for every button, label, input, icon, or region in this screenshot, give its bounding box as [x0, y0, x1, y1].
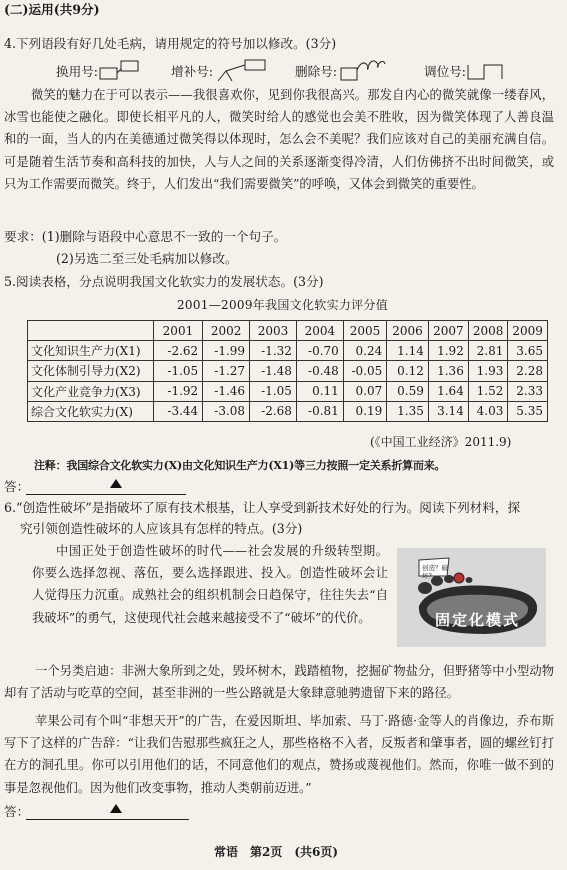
year-header: 2001	[153, 321, 202, 341]
table-cell: 0.07	[343, 381, 386, 401]
table-cell: 1.35	[387, 401, 429, 421]
q4-requirement-1: 要求：(1)删除与语段中心意思不一致的一个句子。	[4, 229, 287, 244]
table-cell: 4.03	[468, 401, 508, 421]
table-cell: 0.19	[343, 401, 386, 421]
table-cell: -2.68	[250, 401, 297, 421]
table-cell: 1.93	[468, 361, 508, 381]
year-header: 2004	[296, 321, 343, 341]
year-header: 2002	[203, 321, 250, 341]
cartoon-illustration	[397, 548, 546, 647]
table-cell: -0.05	[343, 361, 386, 381]
table-cell: -1.27	[203, 361, 250, 381]
replace-mark-icon	[99, 59, 143, 83]
q4-requirement-2: (2)另选二至三处毛病加以修改。	[56, 251, 238, 266]
table-source: (《中国工业经济》2011.9)	[370, 435, 512, 449]
table-cell: -1.92	[153, 381, 202, 401]
year-header: 2009	[508, 321, 548, 341]
table-corner-cell	[28, 321, 154, 341]
year-header: 2003	[250, 321, 297, 341]
delete-symbol-label: 删除号:	[295, 64, 338, 79]
table-cell: -1.32	[250, 341, 297, 361]
year-header: 2005	[343, 321, 386, 341]
q5-answer-line[interactable]	[26, 494, 186, 495]
table-cell: -3.08	[203, 401, 250, 421]
table-cell: -1.05	[153, 361, 202, 381]
table-title: 2001—2009年我国文化软实力评分值	[177, 298, 389, 312]
table-cell: 2.33	[508, 381, 548, 401]
table-cell: -1.48	[250, 361, 297, 381]
q5-answer-label: 答：	[4, 479, 30, 494]
table-cell: 1.92	[428, 341, 468, 361]
q6-answer-label: 答：	[4, 804, 30, 819]
replace-symbol-label: 换用号:	[56, 64, 99, 79]
table-cell: 0.11	[296, 381, 343, 401]
q4-paragraph: 微笑的魅力在于可以表示——我很喜欢你，见到你我很高兴。那发自内心的微笑就像一缕春风，冰雪也能使之融化。即使长相平凡的人，微笑时给人的感觉也会美不胜收，因为微笑体现了人善良温和的一面，当人的内在美德通过微笑得以体现时，怎么会不美呢？我们应该对自己的美丽充满自信。可是随着生活节奏和高科技的加快，人与人之间的关系逐渐变得冷清，人们仿佛挤不出时间微笑，或只为工作需要而微笑。终于，人们发出“我们需要微笑”的呼唤，又体会到微笑的重要性。	[4, 88, 554, 191]
table-row	[28, 381, 548, 401]
table-cell: -1.46	[203, 381, 250, 401]
q6-title-line1: 6.“创造性破坏”是指破坏了原有技术根基，让人享受到新技术好处的行为。阅读下列材料，探	[4, 500, 521, 515]
q6-paragraph-2: 一个另类启迪：非洲大象所到之处，毁坏树木，践踏植物，挖掘矿物盐分，但野猪等中小型动物却有了活动与吃草的空间，甚至非洲的一些公路就是大象肆意驰骋遗留下来的路径。	[4, 664, 554, 701]
triangle-marker-icon	[110, 804, 122, 813]
table-cell: -0.48	[296, 361, 343, 381]
triangle-marker-icon	[110, 479, 122, 488]
section-title: (二)运用(共9分)	[4, 2, 100, 17]
table-cell: 1.52	[468, 381, 508, 401]
row-label: 综合文化软实力(X)	[28, 401, 154, 421]
q5-title: 5.阅读表格，分点说明我国文化软实力的发展状态。(3分)	[4, 274, 324, 289]
table-cell: -2.62	[153, 341, 202, 361]
swap-symbol-label: 调位号:	[424, 64, 467, 79]
table-cell: 0.59	[387, 381, 429, 401]
table-cell: 3.65	[508, 341, 548, 361]
year-header: 2008	[468, 321, 508, 341]
table-note: 注释：我国综合文化软实力(X)由文化知识生产力(X1)等三力按照一定关系折算而来。	[34, 459, 446, 472]
row-label: 文化知识生产力(X1)	[28, 341, 154, 361]
table-cell: 1.64	[428, 381, 468, 401]
swap-mark-icon	[466, 61, 506, 83]
table-cell: 1.36	[428, 361, 468, 381]
row-label: 文化体制引导力(X2)	[28, 361, 154, 381]
table-cell: -1.05	[250, 381, 297, 401]
q6-title-line2: 究引领创造性破坏的人应该具有怎样的特点。(3分)	[20, 521, 303, 536]
q6-paragraph-1: 中国正处于创造性破坏的时代——社会发展的升级转型期。你要么选择忽视、落伍，要么选择跟进、投入。创造性破坏会让人觉得压力沉重。成熟社会的组织机制会日趋保守，往往失去“自我破坏”的勇气，这使现代社会越来越接受不了“破坏”的代价。	[32, 544, 388, 625]
table-row	[28, 401, 548, 421]
footprint-cartoon-icon	[397, 548, 546, 647]
table-row	[28, 341, 548, 361]
table-cell: 0.24	[343, 341, 386, 361]
page-footer: 常语 第2页 (共6页)	[214, 845, 339, 859]
table-cell: 2.28	[508, 361, 548, 381]
insert-mark-icon	[215, 59, 269, 83]
q6-answer-line[interactable]	[26, 819, 189, 820]
year-header: 2007	[428, 321, 468, 341]
year-header: 2006	[387, 321, 429, 341]
table-cell: 0.12	[387, 361, 429, 381]
add-symbol-label: 增补号:	[171, 64, 214, 79]
table-row	[28, 361, 548, 381]
table-cell: -0.81	[296, 401, 343, 421]
soft-power-table	[27, 320, 548, 422]
table-cell: 5.35	[508, 401, 548, 421]
table-cell: 2.81	[468, 341, 508, 361]
q6-paragraph-3: 苹果公司有个叫“非想天开”的广告，在爱因斯坦、毕加索、马丁·路德·金等人的肖像边，乔布斯写下了这样的广告辞：“让我们告慰那些疯狂之人，那些格格不入者，反叛者和肇事者，圆的螺丝钉打在方的洞孔里。你可以引用他们的话，不同意他们的观点，赞扬或蔑视他们。然而，你唯一做不到的事是忽视他们。因为他们改变事物，推动人类朝前迈进。”	[4, 714, 554, 795]
q4-title: 4.下列语段有好几处毛病，请用规定的符号加以修改。(3分)	[4, 36, 337, 51]
table-cell: 3.14	[428, 401, 468, 421]
cartoon-bubble-text: 创造？破坏？	[422, 564, 448, 580]
table-header-row	[28, 321, 548, 341]
delete-mark-icon	[340, 57, 386, 83]
table-cell: -1.99	[203, 341, 250, 361]
table-cell: -3.44	[153, 401, 202, 421]
table-cell: -0.70	[296, 341, 343, 361]
row-label: 文化产业竞争力(X3)	[28, 381, 154, 401]
table-cell: 1.14	[387, 341, 429, 361]
cartoon-caption: 固定化模式	[435, 611, 521, 629]
